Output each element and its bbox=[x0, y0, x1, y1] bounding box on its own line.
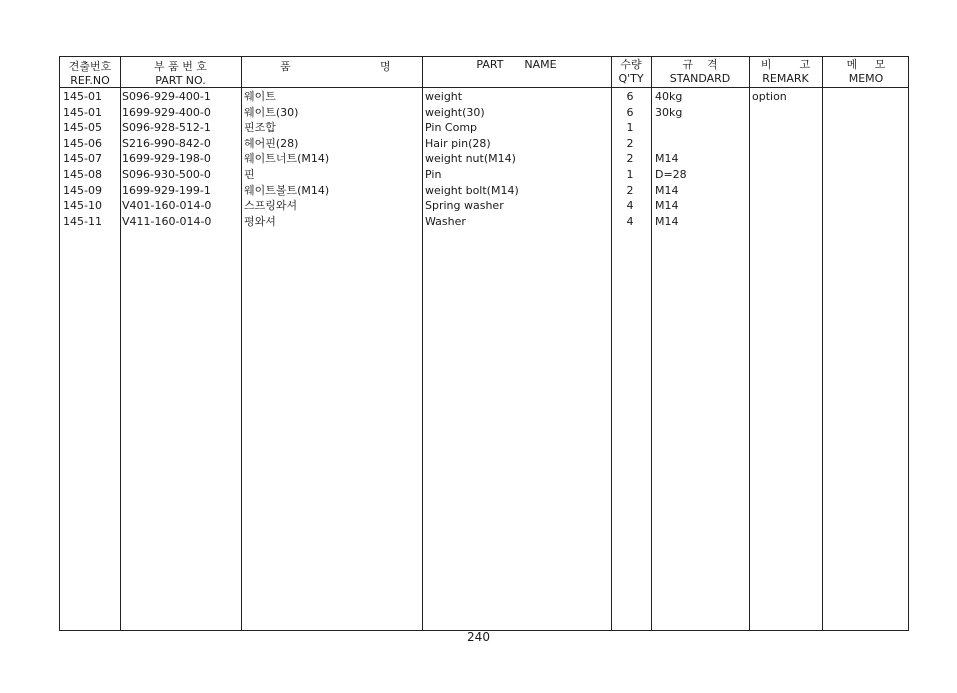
quantity: 2 bbox=[626, 183, 634, 197]
part-name: Pin Comp bbox=[425, 121, 478, 135]
part-no: S216-990-842-0 bbox=[122, 136, 211, 150]
part-no: S096-929-400-1 bbox=[122, 90, 211, 103]
header-memo-en: MEMO bbox=[848, 72, 884, 85]
header-std-ko: 규 격 bbox=[682, 58, 718, 71]
korean-name: 웨이트너트(M14) bbox=[244, 152, 330, 166]
quantity: 6 bbox=[626, 90, 634, 103]
quantity: 2 bbox=[626, 136, 634, 150]
column-divider bbox=[651, 57, 652, 630]
korean-name: 웨이트 bbox=[244, 90, 276, 103]
ref-no: 145-11 bbox=[63, 214, 102, 228]
column-divider bbox=[822, 57, 823, 630]
header-qty-ko: 수량 bbox=[620, 58, 642, 71]
header-remark-ko: 비 고 bbox=[760, 58, 811, 71]
column-divider bbox=[422, 57, 423, 630]
header-ref-en: REF.NO bbox=[70, 74, 110, 87]
header-part-name: PART NAME bbox=[476, 58, 557, 71]
ref-no: 145-10 bbox=[63, 199, 102, 213]
korean-name: 스프링와셔 bbox=[244, 199, 298, 213]
column-divider bbox=[241, 57, 242, 630]
korean-name: 평와셔 bbox=[244, 214, 276, 228]
korean-name: 웨이트볼트(M14) bbox=[244, 183, 330, 197]
part-no: V411-160-014-0 bbox=[122, 214, 212, 228]
korean-name: 핀조합 bbox=[244, 121, 276, 135]
quantity: 1 bbox=[626, 121, 634, 135]
header-name-ko-2: 명 bbox=[380, 60, 391, 73]
korean-name: 웨이트(30) bbox=[244, 105, 299, 119]
korean-name: 헤어핀(28) bbox=[244, 136, 299, 150]
standard: M14 bbox=[655, 214, 679, 228]
column-divider bbox=[749, 57, 750, 630]
ref-no: 145-09 bbox=[63, 183, 102, 197]
part-no: V401-160-014-0 bbox=[122, 199, 212, 213]
part-name: weight bolt(M14) bbox=[425, 183, 519, 197]
part-no: 1699-929-199-1 bbox=[122, 183, 211, 197]
part-name: weight bbox=[425, 90, 463, 103]
remark: option bbox=[752, 90, 787, 103]
standard: M14 bbox=[655, 152, 679, 166]
part-no: 1699-929-198-0 bbox=[122, 152, 211, 166]
part-name: Hair pin(28) bbox=[425, 136, 491, 150]
standard: M14 bbox=[655, 183, 679, 197]
header-partno-ko: 부 품 번 호 bbox=[154, 60, 207, 73]
ref-no: 145-01 bbox=[63, 90, 102, 103]
column-divider bbox=[120, 57, 121, 630]
header-std-en: STANDARD bbox=[669, 72, 731, 85]
parts-table bbox=[59, 56, 909, 631]
header-memo-ko: 메 모 bbox=[846, 58, 886, 71]
part-name: weight(30) bbox=[425, 105, 485, 119]
part-name: Pin bbox=[425, 168, 442, 181]
ref-no: 145-06 bbox=[63, 136, 102, 150]
standard: M14 bbox=[655, 199, 679, 213]
part-name: Washer bbox=[425, 214, 466, 228]
korean-name: 핀 bbox=[244, 168, 255, 181]
header-partno-en: PART NO. bbox=[155, 74, 206, 87]
ref-no: 145-01 bbox=[63, 105, 102, 119]
quantity: 4 bbox=[626, 214, 634, 228]
header-ref-ko: 견출번호 bbox=[68, 60, 112, 73]
standard: 30kg bbox=[655, 105, 683, 119]
quantity: 2 bbox=[626, 152, 634, 166]
part-no: 1699-929-400-0 bbox=[122, 105, 211, 119]
quantity: 6 bbox=[626, 105, 634, 119]
page-number: 240 bbox=[467, 630, 490, 644]
header-qty-en: Q'TY bbox=[618, 72, 644, 85]
header-name-ko-1: 품 bbox=[280, 60, 291, 73]
standard: D=28 bbox=[655, 168, 687, 181]
part-name: weight nut(M14) bbox=[425, 152, 516, 166]
part-no: S096-930-500-0 bbox=[122, 168, 211, 181]
ref-no: 145-08 bbox=[63, 168, 102, 181]
ref-no: 145-07 bbox=[63, 152, 102, 166]
quantity: 4 bbox=[626, 199, 634, 213]
ref-no: 145-05 bbox=[63, 121, 102, 135]
header-remark-en: REMARK bbox=[762, 72, 809, 85]
part-no: S096-928-512-1 bbox=[122, 121, 211, 135]
part-name: Spring washer bbox=[425, 199, 504, 213]
quantity: 1 bbox=[626, 168, 634, 181]
standard: 40kg bbox=[655, 90, 683, 103]
